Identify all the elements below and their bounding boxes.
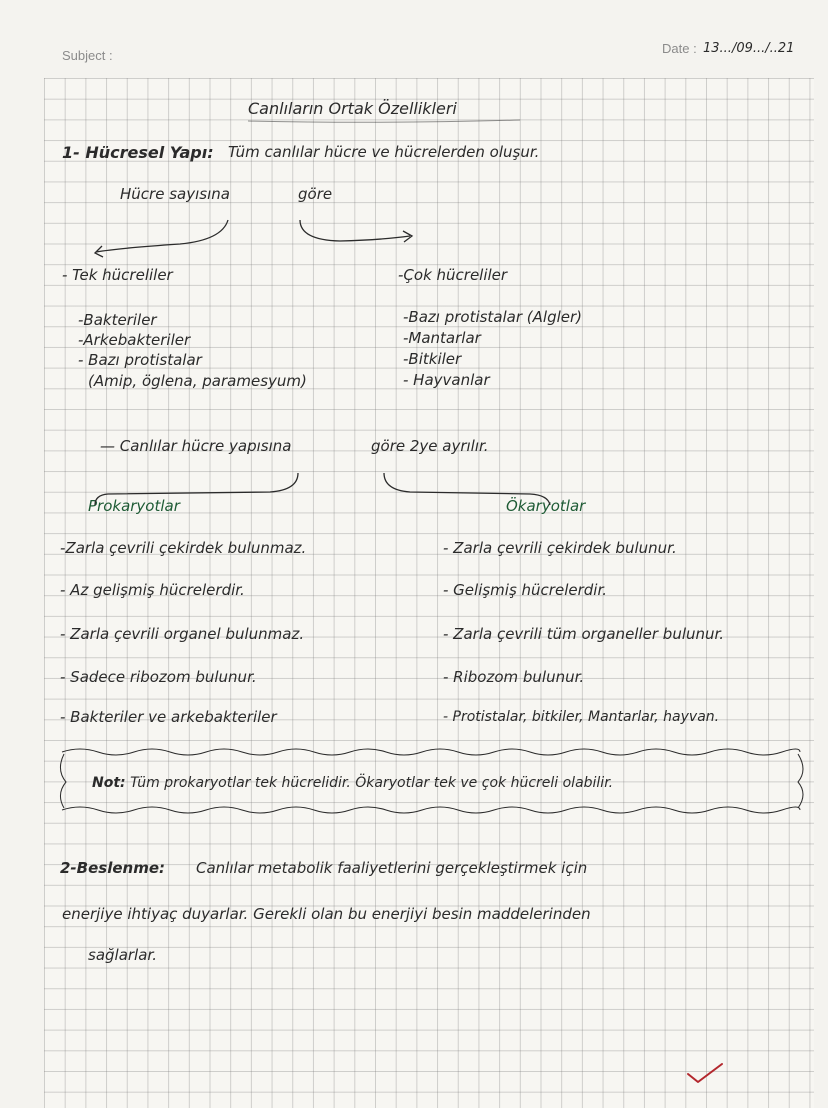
note: [92, 776, 613, 790]
left-item: (Amip, öglena, paramesyum): [88, 372, 307, 390]
okaryot-item: - Ribozom bulunur.: [443, 668, 585, 686]
okaryot-item: - Zarla çevrili çekirdek bulunur.: [443, 539, 677, 557]
right-item: -Mantarlar: [403, 329, 481, 347]
prokaryot-heading: Prokaryotlar: [88, 497, 180, 515]
left-item: -Arkebakteriler: [78, 331, 191, 349]
section2-line1: Canlılar metabolik faaliyetlerini gerçekleştirmek için: [196, 859, 588, 877]
note-text: Tüm prokaryotlar tek hücrelidir. Ökaryotlar tek ve çok hücreli olabilir.: [130, 775, 614, 791]
right-heading: -Çok hücreliler: [398, 266, 508, 284]
section1-text: Tüm canlılar hücre ve hücrelerden oluşur.: [228, 143, 540, 161]
prokaryot-item: - Az gelişmiş hücrelerdir.: [60, 581, 245, 599]
prokaryot-item: - Bakteriler ve arkebakteriler: [60, 708, 277, 726]
prokaryot-item: -Zarla çevrili çekirdek bulunmaz.: [60, 539, 307, 557]
okaryot-item: - Protistalar, bitkiler, Mantarlar, hayvan.: [443, 709, 720, 725]
split2-a: — Canlılar hücre yapısına: [100, 437, 292, 455]
right-item: -Bitkiler: [403, 350, 462, 368]
left-item: -Bakteriler: [78, 311, 157, 329]
section2-line2: enerjiye ihtiyaç duyarlar. Gerekli olan bu enerjiyi besin maddelerinden: [62, 905, 591, 923]
page-title: Canlıların Ortak Özellikleri: [248, 99, 457, 118]
left-heading: - Tek hücreliler: [62, 266, 173, 284]
section2-line3: sağlarlar.: [88, 946, 157, 964]
note-label: Not:: [92, 775, 126, 791]
okaryot-heading: Ökaryotlar: [506, 497, 586, 515]
split-label-1: Hücre sayısına: [120, 185, 230, 203]
section1-heading: 1- Hücresel Yapı:: [62, 143, 214, 162]
split2-b: göre 2ye ayrılır.: [371, 437, 489, 455]
left-item: - Bazı protistalar: [78, 351, 202, 369]
section2-heading: 2-Beslenme:: [60, 859, 165, 877]
right-item: -Bazı protistalar (Algler): [403, 308, 583, 326]
prokaryot-item: - Zarla çevrili organel bulunmaz.: [60, 625, 305, 643]
okaryot-item: - Zarla çevrili tüm organeller bulunur.: [443, 625, 725, 643]
right-item: - Hayvanlar: [403, 371, 490, 389]
prokaryot-item: - Sadece ribozom bulunur.: [60, 668, 257, 686]
split-label-2: göre: [298, 185, 333, 203]
okaryot-item: - Gelişmiş hücrelerdir.: [443, 581, 608, 599]
date-value: 13.../09.../..21: [703, 41, 795, 56]
date-label: Date :: [662, 41, 697, 56]
subject-label: Subject :: [62, 48, 113, 63]
